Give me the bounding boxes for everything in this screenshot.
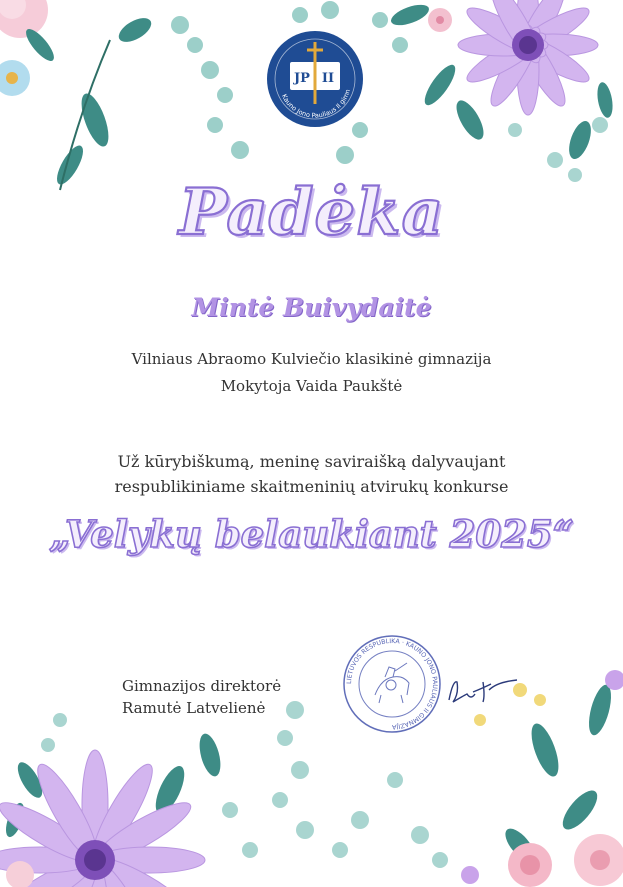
svg-text:Kauno Jono Pauliaus II gimnazi: Kauno Jono Pauliaus II gimn bbox=[279, 88, 352, 120]
pink-flower-top bbox=[428, 8, 452, 32]
svg-text:II: II bbox=[321, 71, 335, 86]
purple-daisy-top-right bbox=[458, 0, 598, 115]
yellow-flowers-bottom bbox=[474, 683, 546, 726]
svg-text:JP: JP bbox=[294, 71, 310, 86]
teacher-name: Mokytoja Vaida Paukštė bbox=[220, 377, 403, 395]
leaves-top-left bbox=[22, 13, 155, 190]
recipient-name: Mintė Buivydaitė bbox=[191, 293, 432, 322]
school-name: Vilniaus Abraomo Kulviečio klasikinė gimnazija bbox=[131, 350, 492, 368]
award-description-line-2: respublikiniame skaitmeninių atvirukų konkurse bbox=[114, 477, 509, 496]
signer-name: Ramutė Latvelienė bbox=[122, 699, 266, 717]
svg-text:LIETUVOS RESPUBLIKA · KAUNO JO: LIETUVOS RESPUBLIKA · KAUNO JONO PAULIAUS II GIMNAZIJA bbox=[345, 637, 439, 731]
signer-position: Gimnazijos direktorė bbox=[122, 677, 282, 695]
certificate-title: Padėka bbox=[178, 175, 445, 250]
floral-border-bottom bbox=[0, 660, 623, 887]
contest-name: „Velykų belaukiant 2025“ bbox=[49, 512, 574, 556]
eucalyptus-top-right bbox=[508, 117, 608, 182]
award-description-line-1: Už kūrybiškumą, meninę saviraišką dalyvaujant bbox=[117, 452, 506, 471]
pink-flower-top-left bbox=[0, 0, 48, 38]
school-logo bbox=[266, 30, 364, 128]
blue-flower-left bbox=[0, 60, 30, 96]
